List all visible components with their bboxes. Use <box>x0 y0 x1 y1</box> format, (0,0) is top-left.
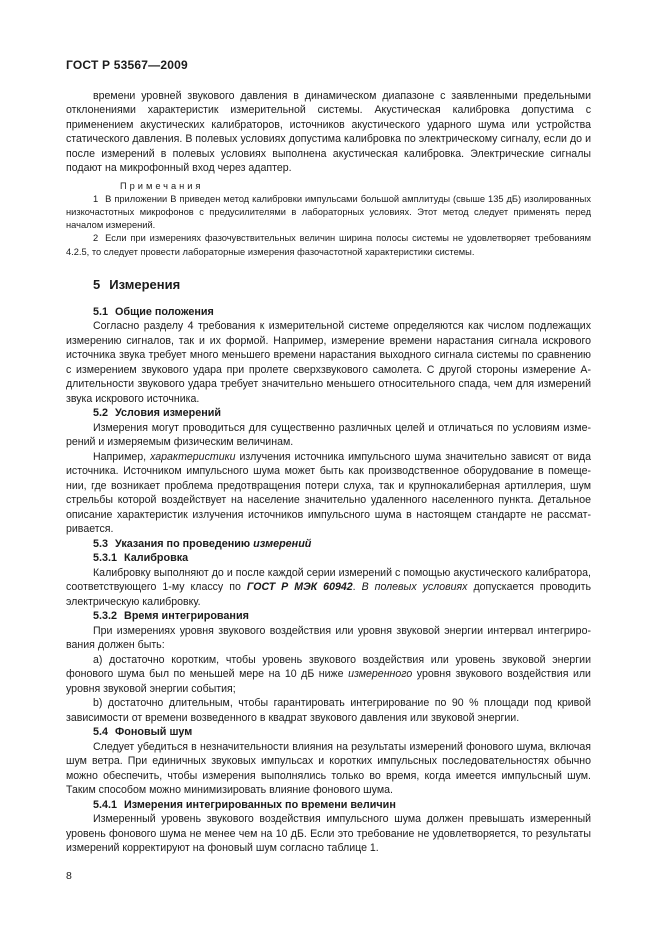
text-segment: излучения источника импульсного шума значительно зависят от вида источника. Источником импульсного шума может быть как производственное оборудование в помещении, где возникает проблема предотвращения потери слуха, так и крупнокалиберная артиллерия, шум стрельбы которой воздействует на население значительно удаленного населенного пункта. Детальное описание характеристик излучения источников импульсного шума в настоящем стандарте не рассматривается. <box>66 450 591 536</box>
heading-number: 5.3.2 <box>93 610 118 623</box>
section-5-heading <box>66 276 591 293</box>
emphasized-text: В полевых условиях <box>361 581 468 594</box>
section-number: 5 <box>93 276 101 292</box>
text-segment: a) достаточно коротким, чтобы уровень звукового воздействия или уровень звуковой энергии фонового шума был по меньшей мере на 10 дБ ниже <box>66 653 591 681</box>
heading-title: Калибровка <box>124 552 189 565</box>
text-segment: Калибровку выполняют до и после каждой серии измерений с помощью акустического калибратора, соответствующего 1-му классу по <box>66 566 591 594</box>
note-item <box>66 232 591 258</box>
paragraph-5-4-background-noise: Следует убедиться в незначительности влияния на результаты измерений фонового шума, включая шум ветра. При единичных звуковых импульсах и коротких импульсных последовательностях обычно можно обеспечить, чтобы измерения выполнялись только во время, когда имеется импульсный шум. Таким способом можно минимизировать влияние фонового шума. <box>66 740 591 797</box>
emphasized-text: характеристики <box>150 450 236 463</box>
text-segment: допускается проводить электрическую калибровку. <box>66 581 591 608</box>
heading-5-4-1 <box>66 798 591 813</box>
heading-title: Условия измерений <box>115 407 222 420</box>
note-text: В приложении В приведен метод калибровки импульсами большой амплитуды (свыше 135 дБ) изолированных низкочастотных микрофонов с предусилителями в лабораторных условиях. Этот метод следует применять перед началом измерений. <box>66 193 591 231</box>
heading-5-2 <box>66 406 591 421</box>
paragraph-5-3-1-calibration <box>66 566 591 610</box>
paragraph-5-1-general: Согласно разделу 4 требования к измерительной системе определяются как числом подлежащих измерению сигналов, так и их формой. Например, измерение времени нарастания сигнала искрового источника звука требует много меньшего времени нарастания выходного сигнала системы по сравнению с измерением звукового удара при пролете сверхзвукового самолета. С другой стороны измерение А-длительности звукового удара требует значительно меньшего относительного спада, чем для измерений звука искрового источника. <box>66 320 591 405</box>
heading-5-3-2 <box>66 609 591 624</box>
page-number: 8 <box>66 869 72 882</box>
text-segment: Например, <box>93 450 151 463</box>
heading-title: Общие положения <box>115 305 214 318</box>
heading-number: 5.2 <box>93 407 109 420</box>
paragraph-5-4-1-time-integrated: Измеренный уровень звукового воздействия импульсного шума должен превышать измеренный уровень фонового шума не менее чем на 10 дБ. Если это требование не удовлетворяется, то результаты измерений корректируют на фоновый шум согласно таблице 1. <box>66 813 591 855</box>
note-item <box>66 193 591 233</box>
heading-number: 5.4.1 <box>93 798 118 811</box>
note-number: 2 <box>93 233 99 244</box>
heading-5-4 <box>66 725 591 740</box>
running-header: ГОСТ Р 53567—2009 <box>66 58 188 72</box>
paragraph-5-2-example <box>66 450 591 537</box>
heading-number: 5.3.1 <box>93 552 118 565</box>
list-item-a <box>66 653 591 697</box>
heading-5-3-1 <box>66 551 591 566</box>
emphasized-text: измеренного <box>348 668 413 681</box>
standard-reference: ГОСТ Р МЭК 60942 <box>246 581 353 594</box>
notes-label: Примечания <box>120 180 204 191</box>
notes-block <box>66 180 591 259</box>
heading-5-1 <box>66 305 591 320</box>
paragraph-5-3-2-intro: При измерениях уровня звукового воздействия или уровня звуковой энергии интервал интегрирования должен быть: <box>66 624 591 652</box>
paragraph-5-2-conditions: Измерения могут проводиться для существенно различных целей и отличаться по условиям измерений и измеряемым физическим величинам. <box>66 421 591 449</box>
heading-title-emphasis: измерений <box>253 537 312 550</box>
text-segment: уровня звукового воздействия или уровня звуковой энергии события; <box>66 668 591 695</box>
note-number: 1 <box>93 193 99 204</box>
paragraph-calibration-continuation: времени уровней звукового давления в динамическом диапазоне с заявленными предельными отклонениями характеристик измерительной системы. Акустическая калибровка допустима с применением акустических калибраторов, источников акустического ударного шума или устройства статического давления. В полевых условиях допустима калибровка по электрическому сигналу, если до и после измерений в полевых условиях выполнена акустическая калибровка. Электрические сигналы подают на микрофонный вход через адаптер. <box>66 89 591 174</box>
heading-5-3 <box>66 537 591 552</box>
text-segment: . <box>352 581 362 594</box>
heading-title: Время интегрирования <box>124 610 249 623</box>
section-title: Измерения <box>109 276 181 292</box>
heading-title: Измерения интегрированных по времени величин <box>124 798 396 811</box>
heading-title: Фоновый шум <box>115 726 193 739</box>
heading-title: Указания по проведению <box>115 537 254 550</box>
heading-number: 5.4 <box>93 726 109 739</box>
list-item-b: b) достаточно длительным, чтобы гарантировать интегрирование по 90 % площади под кривой зависимости от времени возведенного в квадрат звукового давления или звуковой энергии. <box>66 697 591 724</box>
heading-number: 5.1 <box>93 305 109 318</box>
heading-number: 5.3 <box>93 537 109 550</box>
note-text: Если при измерениях фазочувствительных величин ширина полосы системы не удовлетворяет требованиям 4.2.5, то следует провести лабораторные измерения фазочастотной характеристики системы. <box>66 233 591 257</box>
